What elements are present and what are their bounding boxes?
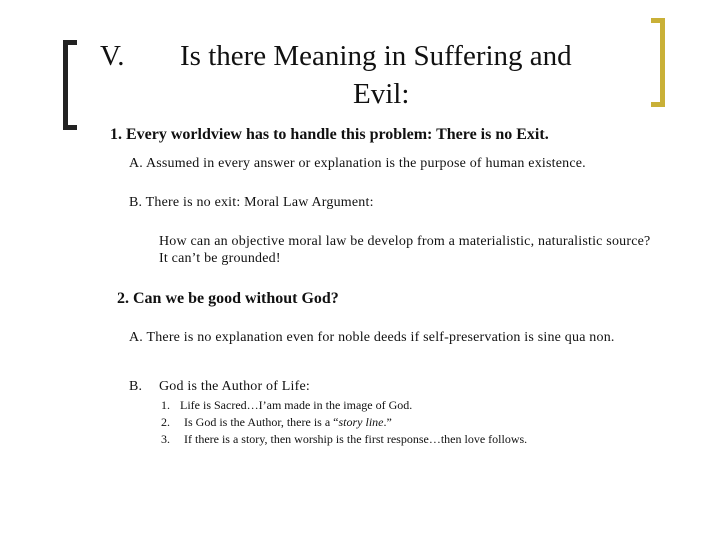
title-line-2: Evil: <box>353 78 410 110</box>
point-2-heading: 2. Can we be good without God? <box>117 290 339 307</box>
point-2-b-text: God is the Author of Life: <box>159 379 311 394</box>
list-item-2-number: 2. <box>161 415 170 429</box>
title-bracket-left <box>63 40 77 130</box>
point-2-a: A. There is no explanation even for noble deeds if self-preservation is sine qua non. <box>129 330 615 345</box>
point-1-heading: 1. Every worldview has to handle this problem: There is no Exit. <box>110 126 549 143</box>
list-item-2-text-emphasis: story line <box>338 415 384 429</box>
title-bracket-right <box>651 18 665 107</box>
point-1-a: A. Assumed in every answer or explanation is the purpose of human existence. <box>129 156 586 171</box>
list-item-3-text: If there is a story, then worship is the first response…then love follows. <box>184 432 528 446</box>
list-item-1-number: 1. <box>161 398 170 412</box>
list-item-2-text <box>184 415 392 430</box>
list-item-3-number: 3. <box>161 432 170 446</box>
point-1-b: B. There is no exit: Moral Law Argument: <box>129 195 374 210</box>
list-item-2-text-pre: Is God is the Author, there is a “ <box>184 415 339 429</box>
quote-line-1: How can an objective moral law be develop from a materialistic, naturalistic source? <box>159 234 651 249</box>
list-item-2-text-post: .” <box>383 415 392 429</box>
title-line-1: Is there Meaning in Suffering and <box>180 40 572 72</box>
quote-line-2: It can’t be grounded! <box>159 251 281 266</box>
title-numeral: V. <box>100 40 125 72</box>
list-item-1-text: Life is Sacred…I’am made in the image of God. <box>180 398 413 412</box>
point-2-b-label: B. <box>129 379 143 394</box>
